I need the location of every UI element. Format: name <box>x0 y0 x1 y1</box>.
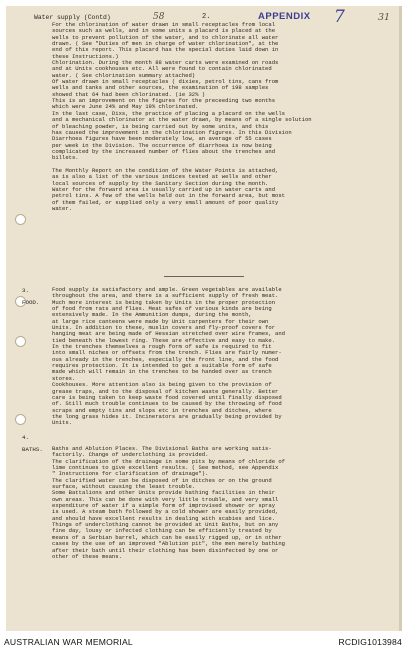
baths-section <box>52 446 392 560</box>
punch-hole <box>15 214 26 225</box>
baths-section-title: BATHS. <box>22 446 43 453</box>
text-line: grease traps, and to the disposal of kitchen waste generally. Better <box>52 388 279 395</box>
section-divider <box>164 276 244 277</box>
text-line: Baths and Ablution Places. The Divisional Baths are working satis- <box>52 446 272 452</box>
text-line: Cookhouses. More attention also is being given to the provision of <box>52 382 272 389</box>
handwritten-number: 58 <box>153 12 165 22</box>
text-line: " Instructions for clarification of drainage"). <box>52 471 209 478</box>
text-line: Much more interest is being taken by Units in the proper protection <box>52 299 276 306</box>
text-line: lime continues to give excellent results. ( See method, see Appendix <box>52 465 279 472</box>
text-line: these Instructions.) <box>52 53 119 60</box>
food-section <box>52 287 392 427</box>
text-line: wells and tanks and other sources, the examination of 198 samples <box>52 85 269 92</box>
text-line: Food supply is satisfactory and ample. Green vegetables are available <box>52 287 282 293</box>
text-line: This is an improvement on the figures for the preceeding two months <box>52 98 276 105</box>
text-line: billets. <box>52 155 79 162</box>
document-page <box>6 6 402 631</box>
text-line: local sources of supply by the Sanitary Section during the month. <box>52 180 269 187</box>
food-section-number: 3. <box>22 287 29 294</box>
text-line: and at Units cookhouses etc. All were found to contain chlorinated <box>52 66 272 73</box>
text-line: Water for the forward area is usually carried up in water carts and <box>52 186 276 193</box>
text-line: and a mechanical chlorinator at the water drawn, by means of a single solution <box>52 117 312 124</box>
text-line: per week in the Division. The occurrence of diarrhoea is now being <box>52 142 272 149</box>
text-line: requires protection. It is intended to get a suitable form of safe <box>52 363 272 370</box>
text-line: For the chlorination of water drawn in small receptacles from local <box>52 22 276 28</box>
text-line: which were June 24% and May 19% chlorinated. <box>52 104 199 111</box>
text-line: In the last case, Dixs, the practice of placing a placard on the wells <box>52 110 286 117</box>
text-line: fine day, lousy or infected clothing can be efficiently treated by <box>52 528 272 535</box>
text-line: Units. <box>52 420 72 427</box>
text-line: Some Battalions and other Units provide bathing facilities in their <box>52 490 276 497</box>
text-line: factorily. Change of underclothing is provided. <box>52 452 209 459</box>
text-line: of them failed, or supplied only a very small amount of poor quality <box>52 199 279 206</box>
text-line: Of water drawn in small receptacles ( dixies, petrol tins, cans from <box>52 79 279 86</box>
text-line: is used. A steam bath followed by a cold shower are easily provided, <box>52 509 279 516</box>
text-line: surface, without causing the least trouble. <box>52 484 196 491</box>
text-line: Things of underclothing cannot be provided at Unit Baths, but on any <box>52 522 279 529</box>
text-line: cases by the use of an improved "Ablution pit", the men merely bathing <box>52 541 286 548</box>
text-line: care is being taken to keep waste food covered until finally disposed <box>52 394 282 401</box>
water-supply-section <box>52 22 392 212</box>
appendix-number: 7 <box>334 7 345 27</box>
text-line: drawn. ( See "Duties of men in charge of water chlorination", at the <box>52 41 279 48</box>
text-line: at large rice canteens were made by Unit carpenters for their own <box>52 318 269 325</box>
text-line: stores. <box>52 375 76 382</box>
text-line: The clarification of the drainage in some pits by means of chloride of <box>52 458 286 465</box>
text-line: water. <box>52 205 72 212</box>
text-line: throughout the area, and there is a sufficient supply of fresh meat. <box>52 293 279 300</box>
text-line: means of a Serbian barrel, which can be easily rigged up, or in other <box>52 534 282 541</box>
text-line: water. ( See chlorination summary attached) <box>52 72 196 79</box>
text-line: as is also a list of the various indices tested at wells and other <box>52 174 272 181</box>
text-line: hanging meat are being made of Hessian stretched over wire frames, and <box>52 331 286 338</box>
text-line: petrol tins. A few of the wells held out in the forward area, but most <box>52 193 286 200</box>
text-line: sources such as wells, and in some units a placard is placed at the <box>52 28 276 35</box>
text-line: ous already in the trenches, especially the front line, and the food <box>52 356 279 363</box>
text-line: made which will remain in the trenches to be handed over as trench <box>52 369 272 376</box>
text-line: after their bath until their clothing has been disinfected by one or <box>52 547 279 554</box>
running-head: Water supply (Contd) <box>34 14 111 21</box>
text-line: own areas. This can be done with very little trouble, and very small <box>52 496 279 503</box>
punch-hole <box>15 414 26 425</box>
text-line: of food from rats and flies. Meat safes of various kinds are being <box>52 306 272 313</box>
text-line: and should have excellent results in dealing with scabies and lice. <box>52 515 276 522</box>
archive-credit: AUSTRALIAN WAR MEMORIAL <box>4 637 133 647</box>
folio-number: 31 <box>378 12 391 23</box>
text-line: Diarrhoea figures have been moderately low, an average of 55 cases <box>52 136 272 143</box>
text-line: extensively made. In the Ammunition dumps, during the month, <box>52 312 252 319</box>
text-line: wells to prevent pollution of the water, and to chlorinate all water <box>52 34 279 41</box>
text-line: the long grass hides it. Incinerators are gradually being provided by <box>52 413 282 420</box>
appendix-stamp: APPENDIX <box>258 11 311 22</box>
baths-section-number: 4. <box>22 434 29 441</box>
text-line: showed that 64 had been chlorinated. (ie 32% ) <box>52 91 206 98</box>
text-line: of bleaching powder, is being carried out by some units, and this <box>52 123 269 130</box>
text-line: into small niches or offsets from the trench. Flies are fairly numer- <box>52 350 282 357</box>
text-line: of. Still much trouble continues to be caused by the throwing of food <box>52 401 282 408</box>
page-number: 2. <box>202 13 211 21</box>
text-line: tied beneath the lowest ring. These are effective and easy to make. <box>52 337 276 344</box>
text-line: Chlorination. During the month 88 water carts were examined on roads <box>52 60 279 67</box>
text-line: expenditure of water if a simple form of improvised shower or spray <box>52 503 276 510</box>
text-line: In the trenches themselves a rough form of safe is required to fit <box>52 344 272 351</box>
text-line: Units. In addition to these, muslin covers and fly-proof covers for <box>52 325 276 332</box>
text-line: scraps and empty tins and slops etc in trenches and ditches, where <box>52 407 272 414</box>
food-section-title: FOOD. <box>22 299 40 306</box>
text-line: The clarified water can be disposed of in ditches or on the ground <box>52 477 272 484</box>
text-line: complicated by the increased number of flies about the trenches and <box>52 148 276 155</box>
archive-reference: RCDIG1013984 <box>338 637 402 647</box>
text-line: has caused the improvement in the chlorination figures. In this Division <box>52 129 292 136</box>
text-line: The Monthly Report on the condition of the Water Points is attached, <box>52 167 279 174</box>
text-line: end of this report. This placard has the special duties laid down in <box>52 47 279 54</box>
punch-hole <box>15 336 26 347</box>
text-line: other of these means. <box>52 553 122 560</box>
